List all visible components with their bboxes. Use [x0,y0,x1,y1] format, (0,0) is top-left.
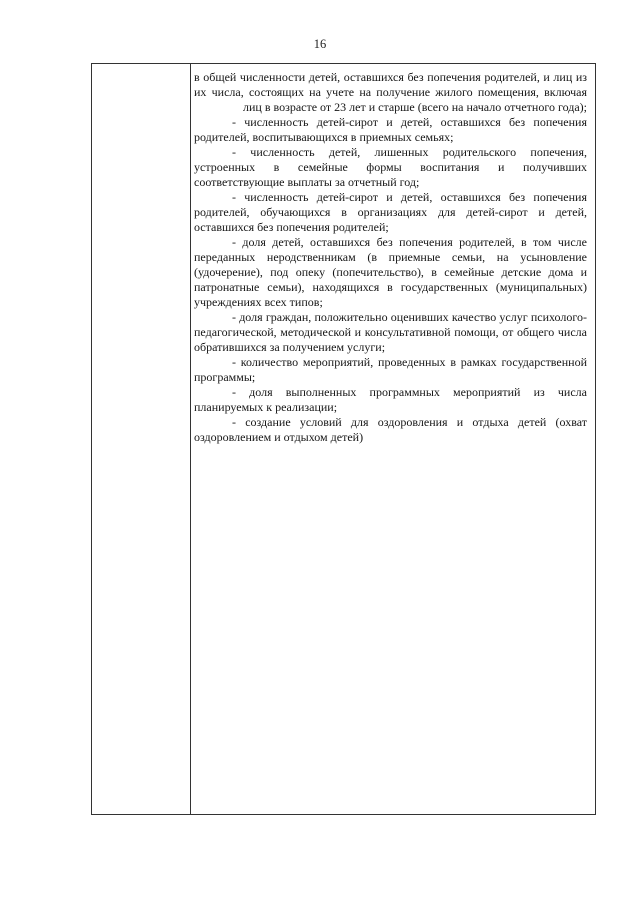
page-number: 16 [313,37,327,51]
paragraph-continuation: в общей численности детей, оставшихся без попечения родителей, и лиц из их числа, состоящих на учете на получение жилого помещения, включая лиц в возрасте от 23 лет и старше (всего на начало отчетного года); [194,70,587,114]
paragraph-events-count: - количество мероприятий, проведенных в рамках государственной программы; [194,355,587,384]
paragraph-orphan-institutions: - численность детей-сирот и детей, оставшихся без попечения родителей, обучающихся в организациях для детей-сирот и детей, оставшихся без попечения родителей; [194,190,587,234]
paragraph-family-placement: - численность детей, лишенных родительского попечения, устроенных в семейные формы воспитания и получивших соответствующие выплаты за отчетный год; [194,145,587,189]
paragraph-share-children: - доля детей, оставшихся без попечения родителей, в том числе переданных неродственникам (в приемные семьи, на усыновление (удочерение), под опеку (попечительство), в семейные детские дома и патронатные семьи), находящихся в государственных (муниципальных) учреждениях всех типов; [194,235,587,309]
indicators-cell [194,70,587,445]
paragraph-citizen-satisfaction: - доля граждан, положительно оценивших качество услуг психолого-педагогической, методической и консультативной помощи, от общего числа обратившихся за получением услуги; [194,310,587,354]
paragraph-completed-events: - доля выполненных программных мероприятий из числа планируемых к реализации; [194,385,587,414]
column-divider [190,64,191,814]
program-table [91,63,596,815]
paragraph-recreation: - создание условий для оздоровления и отдыха детей (охват оздоровлением и отдыхом детей) [194,415,587,444]
paragraph-foster-families: - численность детей-сирот и детей, оставшихся без попечения родителей, воспитывающихся в приемных семьях; [194,115,587,144]
